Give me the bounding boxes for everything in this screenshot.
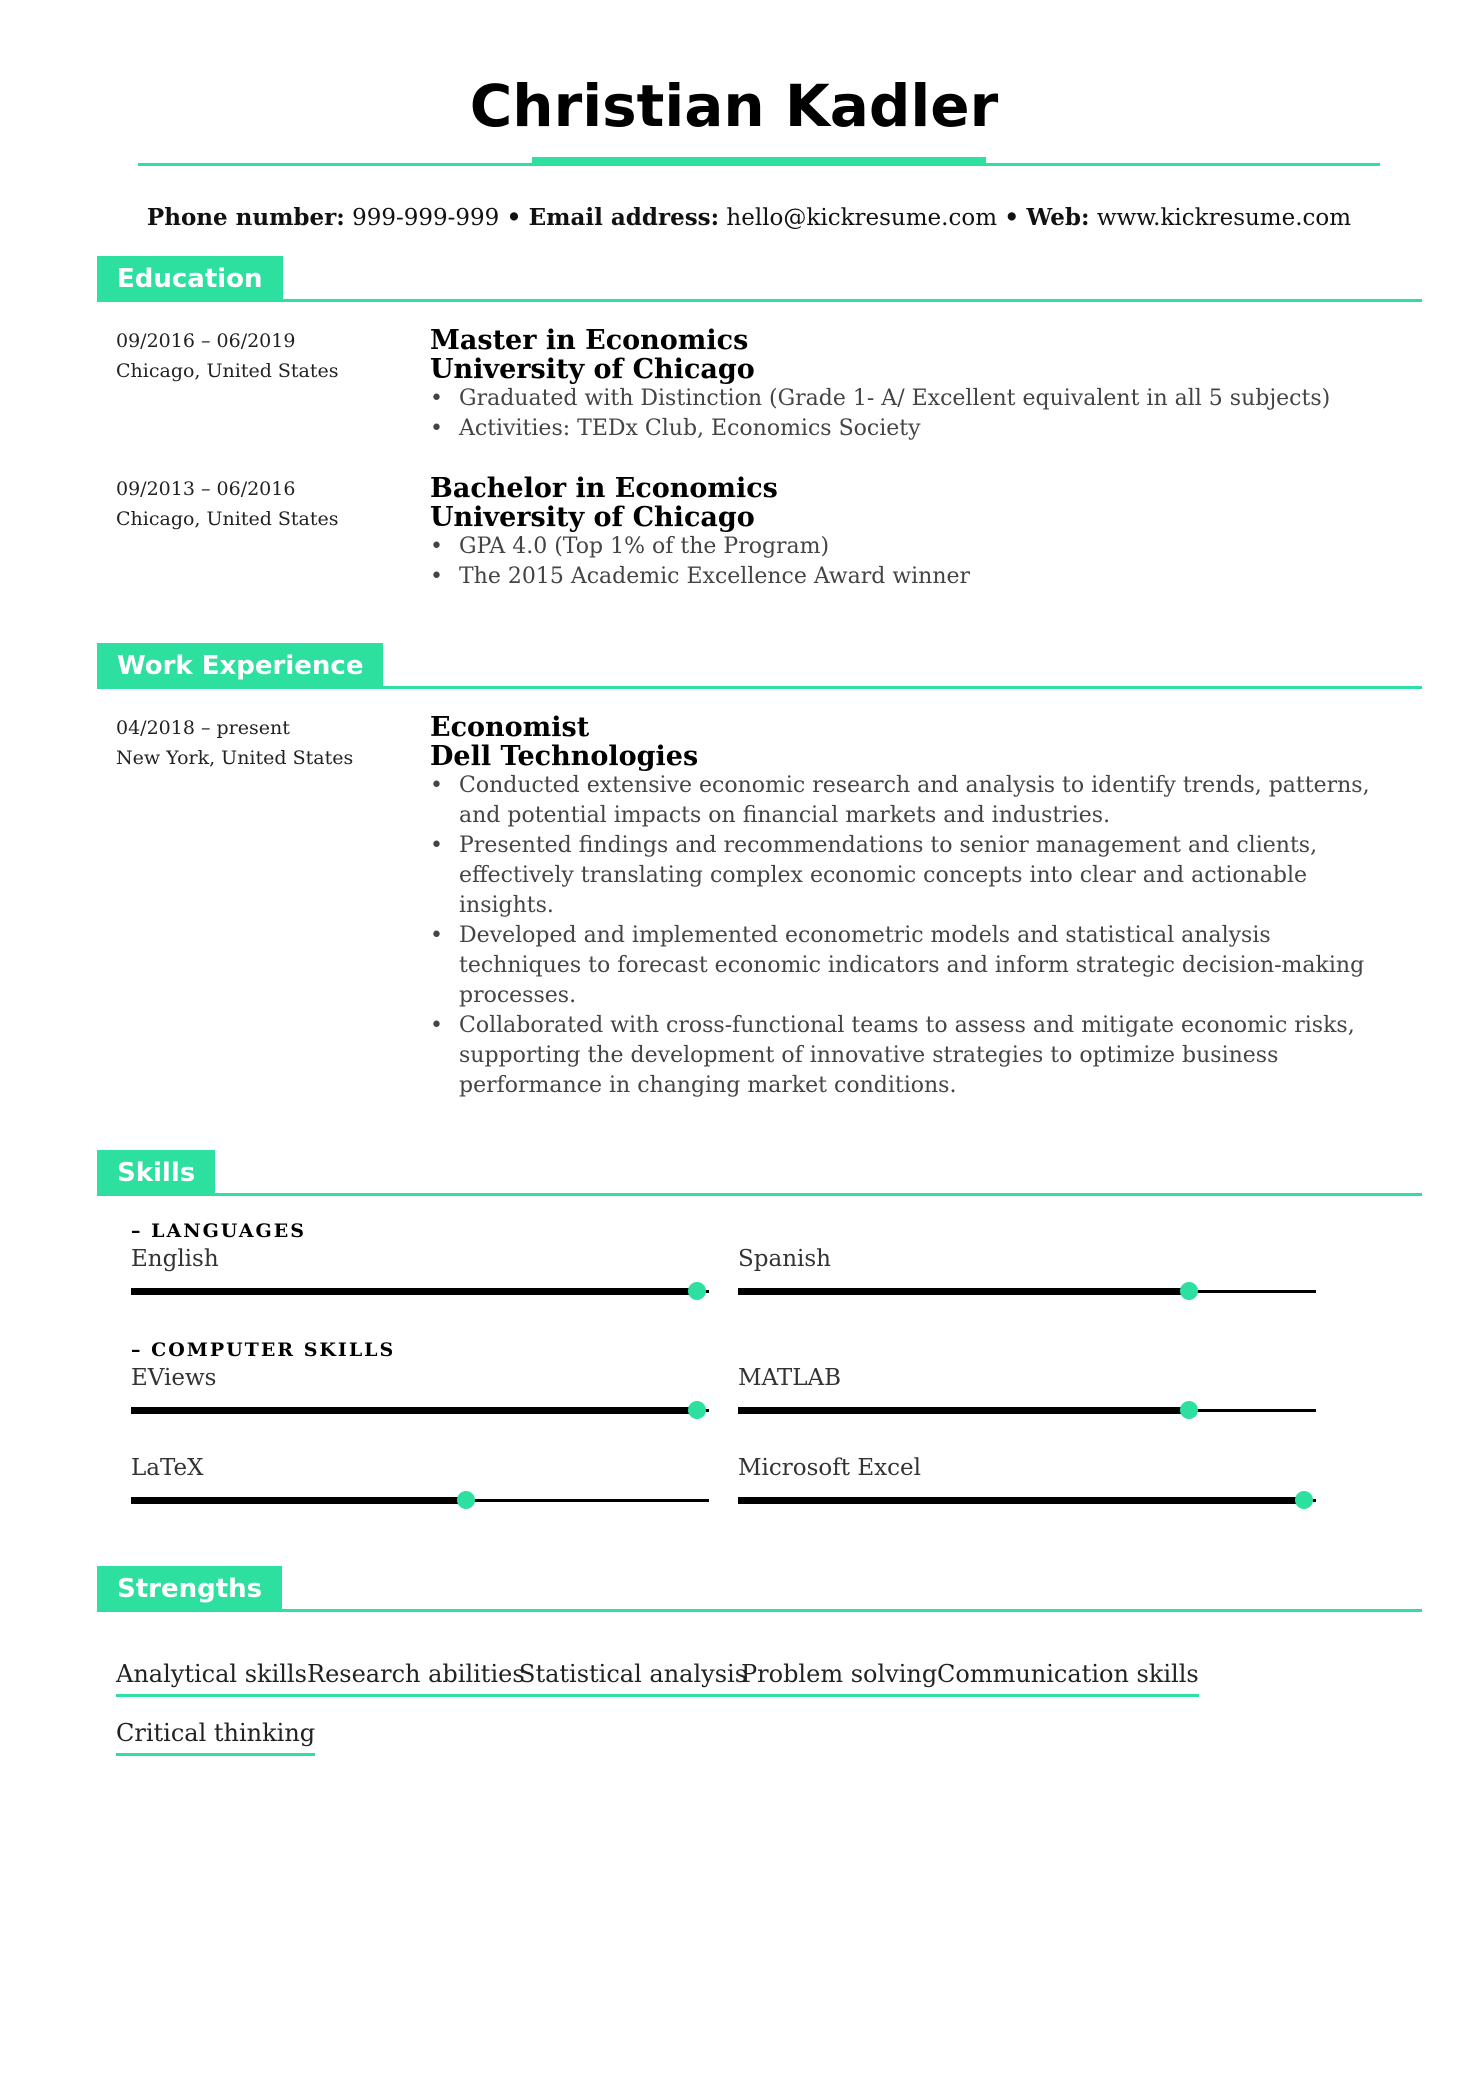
job-title: Economist <box>430 712 590 743</box>
skill-bar <box>738 1499 1316 1502</box>
skill-name: LaTeX <box>131 1455 204 1481</box>
skill-fill <box>738 1288 1189 1295</box>
education-heading: Education <box>97 256 283 302</box>
bullet-item: • Presented findings and recommendations to senior management and clients, effectively translating complex economic concepts into clear and actionable insights. <box>430 831 1370 921</box>
skill-level-dot <box>1295 1491 1313 1509</box>
skill-level-dot <box>1180 1282 1198 1300</box>
skill-bar <box>131 1499 709 1502</box>
skill-bar <box>131 1409 709 1412</box>
education-entry-2 <box>430 474 1390 592</box>
school-name: University of Chicago <box>430 502 755 533</box>
skill-bar <box>738 1409 1316 1412</box>
education-location: Chicago, United States <box>116 360 339 382</box>
work-dates: 04/2018 – present <box>116 717 290 739</box>
skill-bar <box>131 1290 709 1293</box>
strength-tag: Communication skills <box>937 1660 1199 1697</box>
bullet-item: • The 2015 Academic Excellence Award winner <box>430 562 1390 592</box>
skill-fill <box>738 1407 1189 1414</box>
bullet-item: • Developed and implemented econometric models and statistical analysis techniques to forecast economic indicators and inform strategic decision-making processes. <box>430 921 1370 1011</box>
work-entry-1 <box>430 713 1370 1101</box>
candidate-name: Christian Kadler <box>469 72 999 140</box>
strength-tag: Research abilities <box>307 1660 525 1697</box>
skill-fill <box>131 1407 697 1414</box>
skill-name: Spanish <box>738 1246 831 1272</box>
skills-heading: Skills <box>97 1150 215 1196</box>
web-label: Web: <box>1026 204 1090 231</box>
phone-label: Phone number: <box>146 204 345 231</box>
education-rule <box>97 299 1422 302</box>
education-dates: 09/2016 – 06/2019 <box>116 330 296 352</box>
phone-value: 999-999-999 <box>352 205 500 231</box>
web-value[interactable]: www.kickresume.com <box>1096 205 1352 231</box>
skill-name: EViews <box>131 1365 217 1391</box>
work-heading: Work Experience <box>97 643 383 689</box>
strength-tag: Analytical skills <box>116 1660 307 1697</box>
strength-tag: Critical thinking <box>116 1719 315 1756</box>
strengths-heading: Strengths <box>97 1566 282 1612</box>
skill-group-languages: – LANGUAGES <box>131 1220 306 1242</box>
bullet-item: • Conducted extensive economic research and analysis to identify trends, patterns, and potential impacts on financial markets and industries. <box>430 771 1370 831</box>
strength-tag: Problem solving <box>741 1660 937 1697</box>
name-underline-accent <box>532 157 986 166</box>
education-meta-2 <box>116 474 339 534</box>
bullet-item: • Collaborated with cross-functional teams to assess and mitigate economic risks, supporting the development of innovative strategies to optimize business performance in changing market conditions. <box>430 1011 1370 1101</box>
skills-rule <box>97 1193 1422 1196</box>
education-location: Chicago, United States <box>116 508 339 530</box>
education-bullets <box>430 532 1390 592</box>
bullet-item: • Graduated with Distinction (Grade 1- A/ Excellent equivalent in all 5 subjects) <box>430 384 1390 414</box>
work-meta-1 <box>116 713 353 773</box>
work-bullets <box>430 771 1370 1101</box>
skill-fill <box>131 1497 466 1504</box>
email-value[interactable]: hello@kickresume.com <box>726 205 998 231</box>
skill-fill <box>738 1497 1304 1504</box>
strengths-rule <box>97 1609 1422 1612</box>
skill-level-dot <box>1180 1401 1198 1419</box>
work-location: New York, United States <box>116 747 354 769</box>
skill-name: MATLAB <box>738 1365 842 1391</box>
education-meta-1 <box>116 326 339 386</box>
skill-name: English <box>131 1246 219 1272</box>
skill-level-dot <box>688 1401 706 1419</box>
education-dates: 09/2013 – 06/2016 <box>116 478 296 500</box>
skill-level-dot <box>688 1282 706 1300</box>
email-label: Email address: <box>528 204 720 231</box>
bullet-item: • Activities: TEDx Club, Economics Society <box>430 414 1390 444</box>
contact-line: Phone number: 999-999-999 • Email address: hello@kickresume.com • Web: www.kickresume.com <box>146 204 1352 231</box>
work-rule <box>97 686 1422 689</box>
skill-group-computer: – COMPUTER SKILLS <box>131 1339 396 1361</box>
education-bullets <box>430 384 1390 444</box>
skill-level-dot <box>457 1491 475 1509</box>
bullet-item: • GPA 4.0 (Top 1% of the Program) <box>430 532 1390 562</box>
skill-fill <box>131 1288 697 1295</box>
degree-title: Bachelor in Economics <box>430 473 778 504</box>
strength-tag: Statistical analysis <box>519 1660 747 1697</box>
skill-bar <box>738 1290 1316 1293</box>
skill-name: Microsoft Excel <box>738 1455 921 1481</box>
company-name: Dell Technologies <box>430 741 699 772</box>
education-entry-1 <box>430 326 1390 444</box>
degree-title: Master in Economics <box>430 325 749 356</box>
school-name: University of Chicago <box>430 354 755 385</box>
